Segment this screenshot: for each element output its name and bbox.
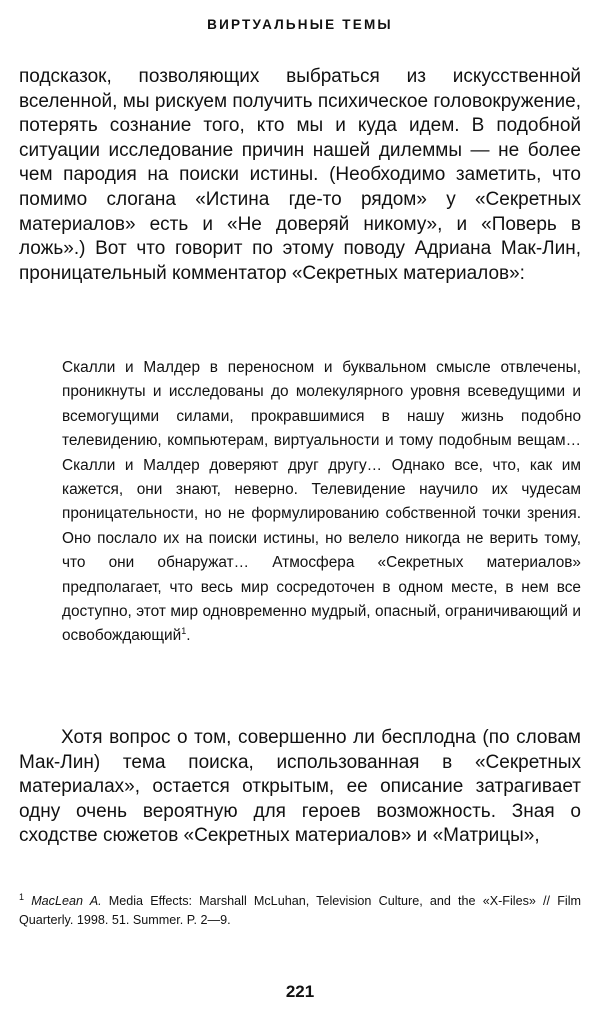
quote-text: Скалли и Малдер в переносном и буквальном смысле отвлечены, проникнуты и исследованы до молекулярного уровня всеведущими и всемогущими силами, прокравшимися в нашу жизнь подобно телевидению, компьютерам, виртуальности и тому подобным вещам… Скалли и Малдер доверяют друг другу… Однако все, что, как им кажется, они знают, неверно. Телевидение научило их чудесам проницательности, но не формулированию собственной точки зрения. Оно послало их на поиски истины, но велело никогда не верить тому, что они обнаружат… Атмосфера «Секретных материалов» предполагает, что весь мир сосредоточен в одном месте, в нем все доступно, этот мир одновременно мудрый, опасный, ограничивающий и освобождающий: [62, 359, 581, 645]
footnote-text: Media Effects: Marshall McLuhan, Television Culture, and the «X-Files» // Film Quarterly. 1998. 51. Summer. P. 2—9.: [19, 894, 581, 927]
footnote-author: MacLean A.: [31, 894, 102, 908]
body-paragraph-2: Хотя вопрос о том, совершенно ли бесплодна (по словам Мак-Лин) тема поиска, использованная в «Секретных материалах», остается открытым, ее описание затрагивает одну очень вероятную для героев возможность. Зная о сходстве сюжетов «Секретных материалов» и «Матрицы»,: [19, 727, 581, 847]
body-paragraph: подсказок, позволяющих выбраться из искусственной вселенной, мы рискуем получить психическое головокружение, потерять сознание того, кто мы и куда идем. В подобной ситуации исследование причин нашей дилеммы — не более чем пародия на поиски истины. (Необходимо заметить, что помимо слогана «Истина где-то рядом» у «Секретных материалов» есть и «Не доверяй никому», и «Поверь в ложь».) Вот что говорит по этому поводу Адриана Мак-Лин, проницательный комментатор «Секретных материалов»:: [19, 66, 581, 284]
footnote-marker: 1: [19, 891, 25, 902]
footnote-reference: 1: [181, 626, 187, 637]
page-number: 221: [285, 982, 315, 1001]
running-head: ВИРТУАЛЬНЫЕ ТЕМЫ: [207, 17, 393, 32]
footnote: [19, 892, 581, 930]
block-quote: Скалли и Малдер в переносном и буквальном смысле отвлечены, проникнуты и исследованы до молекулярного уровня всеведущими и всемогущими силами, прокравшимися в нашу жизнь подобно телевидению, компьютерам, виртуальности и тому подобным вещам… Скалли и Малдер доверяют друг другу… Однако все, что, как им кажется, они знают, неверно. Телевидение научило их чудесам проницательности, но не формулированию собственной точки зрения. Оно послало их на поиски истины, но велело никогда не верить тому, что они обнаружат… Атмосфера «Секретных материалов» предполагает, что весь мир сосредоточен в одном месте, в нем все доступно, этот мир одновременно мудрый, опасный, ограничивающий и освобождающий$^1$.: [62, 359, 581, 645]
